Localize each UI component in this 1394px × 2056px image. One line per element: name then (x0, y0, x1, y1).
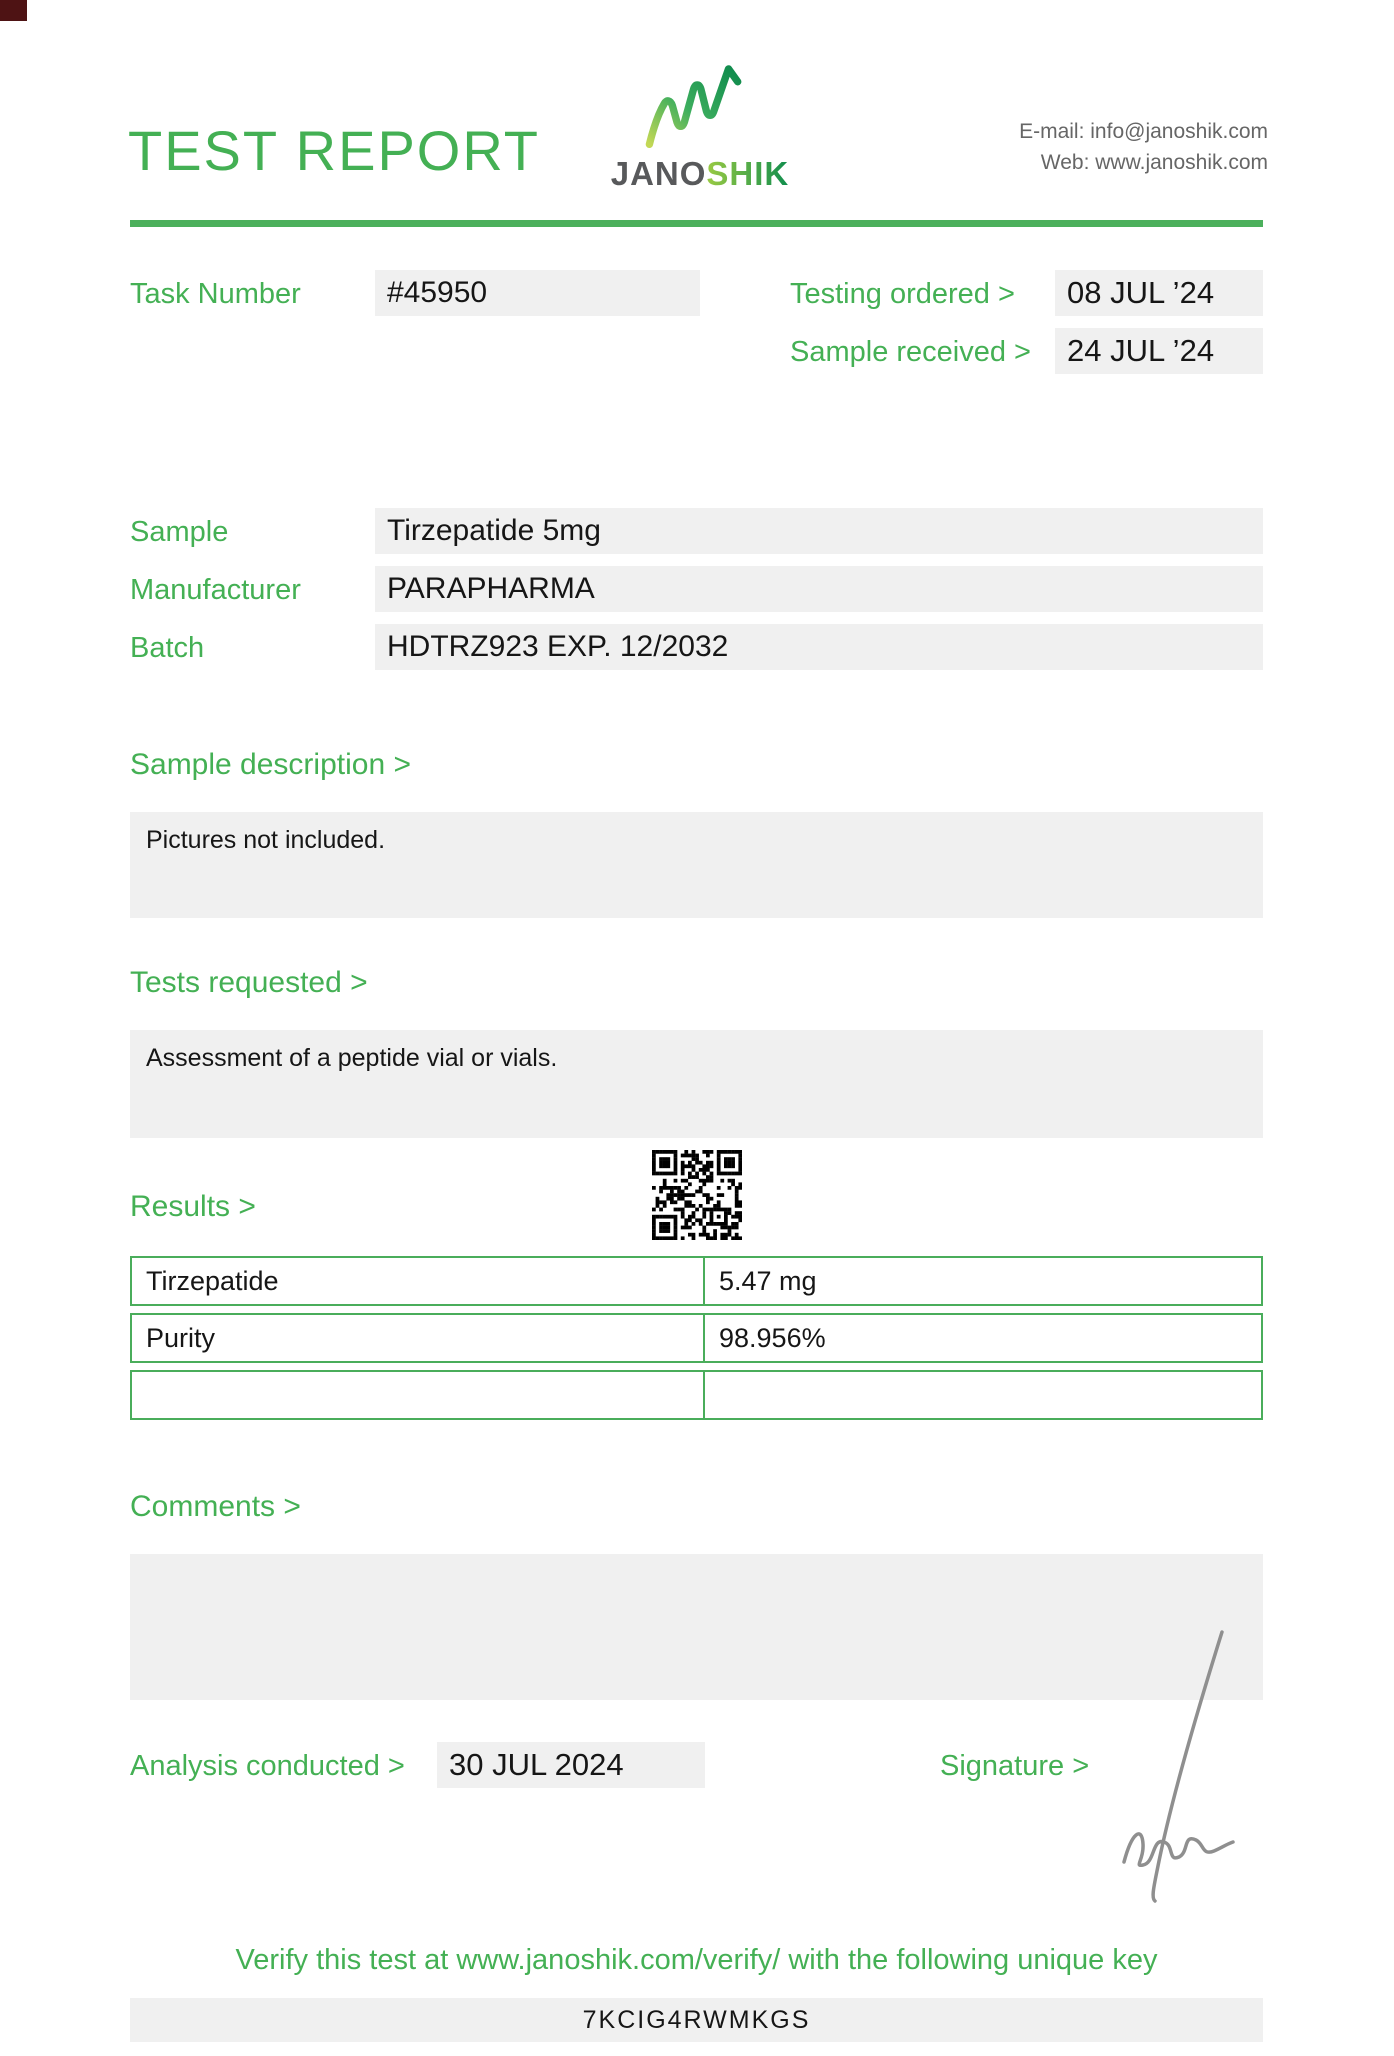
result-name: Purity (132, 1315, 705, 1361)
header-divider (130, 220, 1263, 227)
sample-received-value: 24 JUL ’24 (1067, 333, 1215, 368)
comments-text (130, 1554, 1263, 1568)
result-value: 5.47 mg (719, 1266, 817, 1296)
testing-ordered-value: 08 JUL ’24 (1067, 275, 1215, 310)
page-corner-mark (0, 0, 27, 21)
task-number-label: Task Number (130, 278, 301, 310)
result-value: 98.956% (719, 1323, 826, 1353)
unique-key-value: 7KCIG4RWMKGS (582, 2006, 811, 2034)
sample-received-field (1055, 328, 1263, 374)
result-name (132, 1372, 705, 1418)
qr-code (652, 1150, 742, 1240)
result-value (705, 1372, 1261, 1418)
tests-requested-heading: Tests requested > (130, 966, 368, 999)
batch-field (375, 624, 1263, 670)
results-heading: Results > (130, 1190, 256, 1223)
sample-description-box (130, 812, 1263, 918)
analysis-date-value: 30 JUL 2024 (449, 1747, 624, 1782)
table-row (130, 1370, 1263, 1420)
brand-wordmark-primary: JANO (610, 155, 707, 192)
testing-ordered-field (1055, 270, 1263, 316)
signature-label: Signature > (940, 1750, 1090, 1782)
verify-instructions: Verify this test at www.janoshik.com/verify/ with the following unique key (235, 1944, 1158, 1976)
analysis-conducted-label: Analysis conducted > (130, 1750, 405, 1782)
brand-wordmark-secondary: SHIK (706, 155, 790, 192)
brand-wordmark (598, 155, 802, 193)
chart-logo-icon (640, 56, 760, 148)
tests-requested-text: Assessment of a peptide vial or vials. (146, 1044, 558, 1072)
result-name: Tirzepatide (132, 1258, 705, 1304)
sample-label: Sample (130, 516, 229, 548)
contact-email: E-mail: info@janoshik.com (1019, 120, 1268, 143)
results-table (130, 1256, 1263, 1420)
signature-image (1080, 1626, 1250, 1916)
contact-block (1019, 116, 1268, 178)
task-number-value: #45950 (387, 276, 488, 309)
comments-heading: Comments > (130, 1490, 301, 1523)
task-number-field (375, 270, 700, 316)
analysis-date-field (437, 1742, 705, 1788)
brand-logo (598, 56, 802, 193)
manufacturer-label: Manufacturer (130, 574, 301, 606)
batch-label: Batch (130, 632, 205, 664)
batch-value: HDTRZ923 EXP. 12/2032 (387, 630, 729, 663)
sample-description-heading: Sample description > (130, 748, 411, 781)
contact-web: Web: www.janoshik.com (1040, 151, 1268, 174)
manufacturer-value: PARAPHARMA (387, 572, 595, 605)
unique-key-box (130, 1998, 1263, 2042)
table-row (130, 1313, 1263, 1363)
testing-ordered-label: Testing ordered > (790, 278, 1015, 310)
page-title: TEST REPORT (128, 119, 541, 182)
table-row (130, 1256, 1263, 1306)
sample-value: Tirzepatide 5mg (387, 514, 601, 547)
manufacturer-field (375, 566, 1263, 612)
tests-requested-box (130, 1030, 1263, 1138)
sample-description-text: Pictures not included. (146, 826, 386, 854)
sample-received-label: Sample received > (790, 336, 1031, 368)
sample-field (375, 508, 1263, 554)
